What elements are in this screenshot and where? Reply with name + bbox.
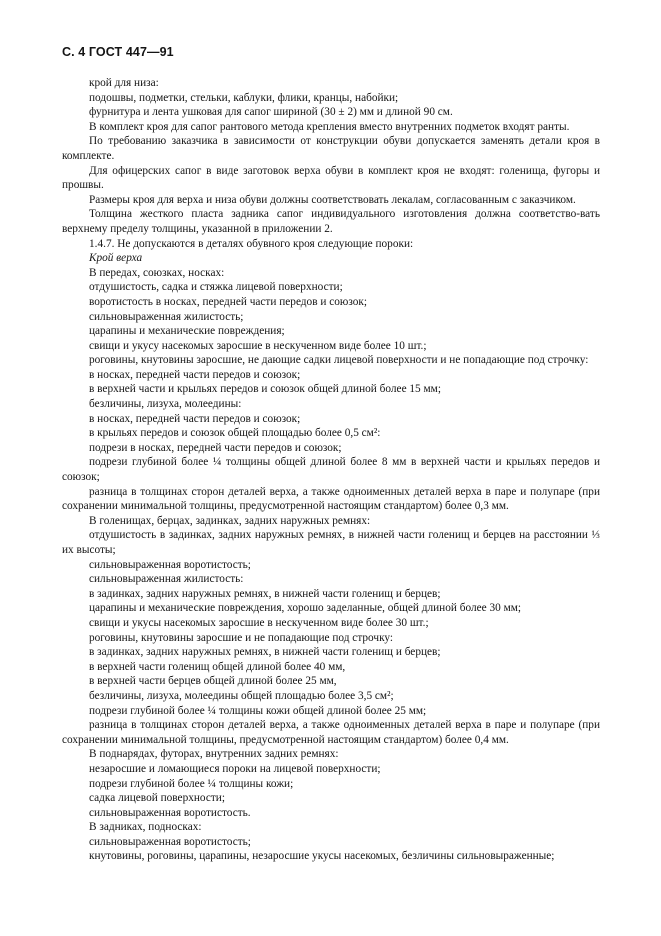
paragraph: подрези в носках, передней части передов и союзок; <box>89 441 342 454</box>
paragraph: сильновыраженная воротистость; <box>89 835 251 848</box>
paragraph: фурнитура и лента ушковая для сапог шириной (30 ± 2) мм и длиной 90 см. <box>89 106 453 119</box>
paragraph: подрези глубиной более ¼ толщины кожи общей длиной более 25 мм; <box>89 704 427 717</box>
paragraph: подрези глубиной более ¼ толщины кожи; <box>89 777 294 790</box>
paragraph: воротистость в носках, передней части передов и союзок; <box>89 295 368 308</box>
paragraph: отдушистость в задинках, задних наружных ремнях, в нижней части голенищ и берцев на расстоянии ⅓ их высоты; <box>62 529 600 556</box>
paragraph: По требованию заказчика в зависимости от конструкции обуви допускается заменять детали кроя в комплекте. <box>62 135 600 162</box>
paragraph: подрези глубиной более ¼ толщины общей длиной более 8 мм в верхней части и крыльях передов и союзок; <box>62 456 600 484</box>
paragraph: Для офицерских сапог в виде заготовок верха обуви в комплект кроя не входят: голенища, фугоры и прошвы. <box>62 164 600 192</box>
paragraph: незаросшие и ломающиеся пороки на лицевой поверхности; <box>89 762 381 775</box>
paragraph: в задинках, задних наружных ремнях, в нижней части голенищ и берцев; <box>89 646 441 659</box>
section-clause: 1.4.7. Не допускаются в деталях обувного кроя следующие пороки: <box>89 237 414 250</box>
paragraph: В поднарядах, футорах, внутренних задних ремнях: <box>89 748 339 761</box>
paragraph: в верхней части и крыльях передов и союзок общей длиной более 15 мм; <box>89 383 441 396</box>
paragraph: безличины, лизуха, молеедины общей площадью более 3,5 см²; <box>89 689 394 702</box>
page-header: С. 4 ГОСТ 447—91 <box>62 45 174 59</box>
paragraph: роговины, кнутовины заросшие, не дающие садки лицевой поверхности и не попадающие под строчку: <box>89 354 589 367</box>
paragraph: В голенищах, берцах, задинках, задних наружных ремнях: <box>89 514 371 527</box>
paragraph: свищи и укусу насекомых заросшие в нескученном виде более 10 шт.; <box>89 339 427 352</box>
paragraph: свищи и укусы насекомых заросшие в нескученном виде более 30 шт.; <box>89 616 429 629</box>
paragraph: роговины, кнутовины заросшие и не попадающие под строчку: <box>89 631 394 644</box>
paragraph: сильновыраженная жилистость: <box>89 573 244 586</box>
paragraph: сильновыраженная воротистость; <box>89 558 251 571</box>
paragraph: в крыльях передов и союзок общей площадью более 0,5 см²: <box>89 427 381 440</box>
paragraph: крой для низа: <box>89 77 159 89</box>
paragraph: разница в толщинах сторон деталей верха, а также одноименных деталей верха в паре и полупаре (при сохранении минимальной толщины, предусмотренной настоящим стандартом) более 0,4 мм. <box>62 719 600 746</box>
paragraph: подошвы, подметки, стельки, каблуки, флики, кранцы, набойки; <box>89 91 399 104</box>
paragraph: отдушистость, садка и стяжка лицевой поверхности; <box>89 281 343 294</box>
paragraph: Толщина жесткого пласта задника сапог индивидуального изготовления должна соответство-вать верхнему пределу толщины, указанной в приложении 2. <box>62 208 600 235</box>
paragraph: В комплект кроя для сапог рантового метода крепления вместо внутренних подметок входят ранты. <box>89 120 570 133</box>
paragraph: в верхней части берцев общей длиной более 25 мм, <box>89 675 337 688</box>
paragraph: в верхней части голенищ общей длиной более 40 мм, <box>89 660 346 673</box>
paragraph: безличины, лизуха, молеедины: <box>89 398 242 411</box>
subsection-title: Крой верха <box>89 252 143 265</box>
paragraph: разница в толщинах сторон деталей верха, а также одноименных деталей верха в паре и полупаре (при сохранении минимальной толщины, предусмотренной настоящим стандартом) более 0,3 мм. <box>62 485 600 513</box>
document-body <box>62 76 600 864</box>
paragraph: сильновыраженная жилистость; <box>89 310 244 323</box>
paragraph: сильновыраженная воротистость. <box>89 806 251 819</box>
paragraph: царапины и механические повреждения, хорошо заделанные, общей длиной более 30 мм; <box>89 602 522 615</box>
paragraph: В передах, союзках, носках: <box>89 266 225 279</box>
paragraph: садка лицевой поверхности; <box>89 792 225 805</box>
paragraph: кнутовины, роговины, царапины, незаросшие укусы насекомых, безличины сильновыраженные; <box>89 850 555 863</box>
paragraph: в задинках, задних наружных ремнях, в нижней части голенищ и берцев; <box>89 587 441 600</box>
paragraph: В задниках, подносках: <box>89 821 202 834</box>
paragraph: в носках, передней части передов и союзок; <box>89 412 301 425</box>
paragraph: царапины и механические повреждения; <box>89 325 285 338</box>
paragraph: в носках, передней части передов и союзок; <box>89 368 301 381</box>
paragraph: Размеры кроя для верха и низа обуви должны соответствовать лекалам, согласованным с заказчиком. <box>89 193 576 206</box>
